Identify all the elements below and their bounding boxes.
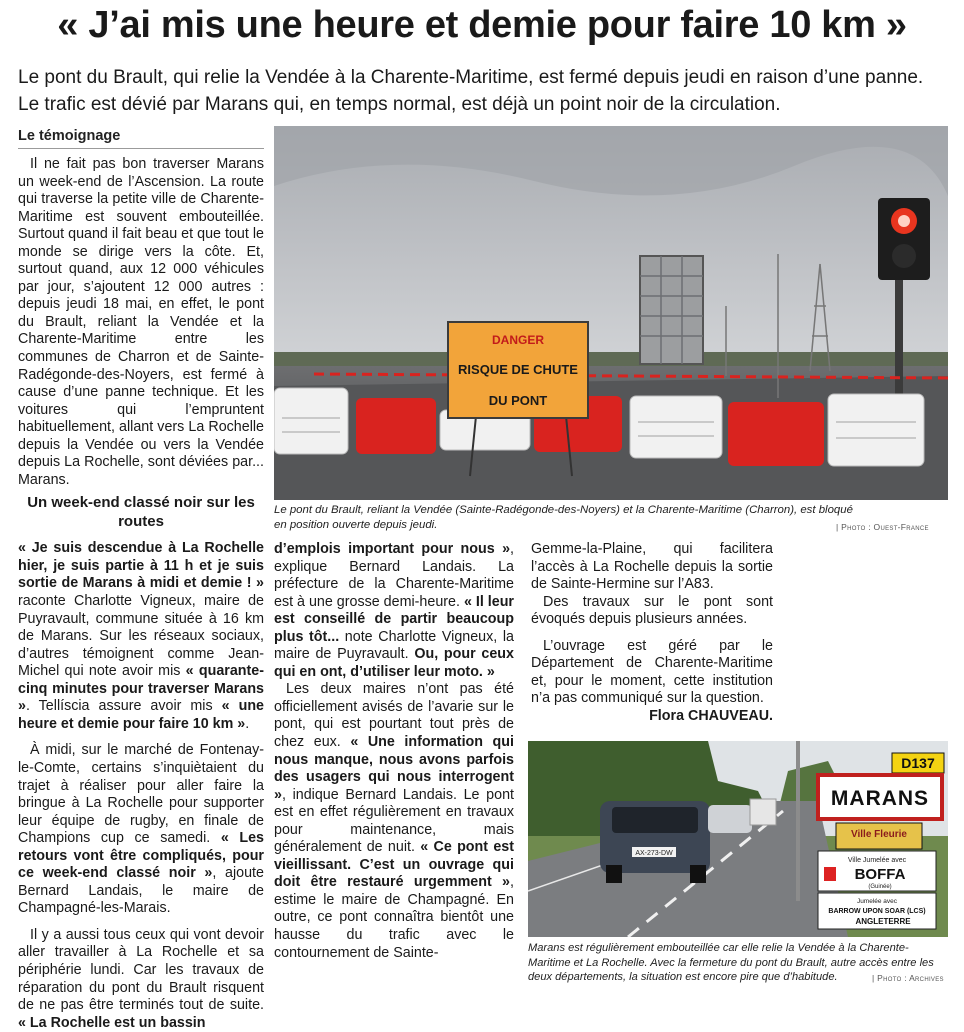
- paragraph: Des travaux sur le pont sont évoqués depuis plusieurs années.: [531, 593, 773, 628]
- photo-credit: | Photo : Archives: [872, 973, 944, 983]
- quote: « Je suis descendue à La Rochelle hier, je suis partie à 11 h et je suis sortie de Marans à midi et demie ! »: [18, 540, 264, 592]
- sign-bridge-text: DU PONT: [488, 393, 548, 408]
- headline: « J’ai mis une heure et demie pour faire 10 km »: [57, 4, 907, 46]
- sign-risk-text: RISQUE DE CHUTE: [458, 362, 578, 377]
- paragraph: [274, 541, 514, 681]
- quote: « Il leur est conseillé de partir beaucoup plus tôt...: [274, 593, 514, 645]
- text-run: . Tellíscia assure avoir mis: [25, 698, 222, 715]
- quote: Ou, pour ceux qui en ont, d’utiliser leur moto. »: [274, 646, 514, 680]
- town-sign-text: MARANS: [830, 787, 930, 810]
- quote: « une heure et demie pour faire 10 km »: [18, 698, 265, 732]
- paragraph: [18, 927, 264, 1032]
- twinned-label-text: Jumelée avec: [856, 898, 898, 905]
- text-run: raconte Charlotte Vigneux, maire de Puyravault, commune située à 16 km de Marans. Sur les réseaux sociaux, d’autres témoignent comme Jean-Michel qui note avoir mis: [18, 593, 264, 680]
- boffa-text: BOFFA: [854, 866, 906, 883]
- standfirst: Le pont du Brault, qui relie la Vendée à la Charente-Maritime, est fermé depuis jeudi en raison d’une panne. Le trafic est dévié par Marans qui, en temps normal, est déjà un point noir de la circulation.: [18, 67, 924, 115]
- ville-fleurie-text: Ville Fleurie: [851, 829, 907, 840]
- column-2: [274, 541, 514, 962]
- paragraph: [274, 681, 514, 962]
- quote: « Une information qui nous manque, nous avons parfois des usagers qui nous interrogent »: [274, 734, 514, 803]
- england-text: ANGLETERRE: [855, 917, 911, 926]
- bridge-photo: [274, 126, 948, 500]
- twinned-label-text: Ville Jumelée avec: [847, 857, 907, 864]
- paragraph: Il ne fait pas bon traverser Marans un week-end de l’Ascension. La route qui traverse la petite ville de Charente-Maritime est souvent embouteillée. Surtout quand il fait beau et que tout le monde se dirige vers la côte. Et, surtout quand, aux 12 000 véhicules par jour, s’ajoutent 12 000 autres : depuis jeudi 18 mai, en effet, le pont du Brault, reliant la Vendée et la Charente-Maritime entre les communes de Charron et de Sainte-Radégonde-des-Noyers, est fermé à cause d’une panne technique. Et les voitures qui l’empruntent habituellement, allant vers La Rochelle depuis la Vendée ou vers la Vendée depuis La Rochelle, sont déviées par... Marans.: [18, 156, 264, 488]
- text-run: .: [245, 715, 250, 732]
- quote: « Ce pont est vieillissant. C’est un ouvrage qui doit être restauré urgemment »: [274, 839, 514, 891]
- subheading: Un week-end classé noir sur les routes: [27, 494, 255, 531]
- paragraph: [18, 540, 264, 733]
- rubric-label: Le témoignage: [18, 128, 264, 149]
- paragraph: L’ouvrage est géré par le Département de Charente-Maritime et, pour le moment, cette institution n’a pas communiqué sur la question.: [531, 637, 773, 707]
- text-run: , explique Bernard Landais. La préfecture de la Charente-Maritime est à une grosse demi-heure.: [274, 541, 514, 610]
- paragraph: Gemme-la-Plaine, qui facilitera l’accès à La Rochelle depuis la sortie de Sainte-Hermine sur l’A83.: [531, 541, 773, 593]
- quote: « La Rochelle est un bassin: [18, 1014, 206, 1031]
- text-run: Il y a aussi tous ceux qui vont devoir aller travailler à La Rochelle et sa périphérie lundi. Car les travaux de réparation du pont du Brault risquent de ne pas être terminés tout de suite.: [18, 926, 264, 1014]
- paragraph: [18, 742, 264, 917]
- barrow-text: BARROW UPON SOAR (LCS): [828, 908, 926, 915]
- text-run: note Charlotte Vigneux, la maire de Puyravault.: [274, 628, 514, 663]
- photo-credit: | Photo : Ouest-France: [836, 522, 929, 532]
- column-1: [18, 156, 264, 1032]
- text-run: , indique Bernard Landais. Le pont est en effet régulièrement en travaux pour maintenance, mais généralement de nuit.: [274, 786, 514, 856]
- guinea-text: (Guinée): [868, 884, 892, 890]
- text-run: Les deux maires n’ont pas été officiellement avisés de l’avarie sur le pont, qui est pourtant tout près de chez eux.: [274, 681, 514, 751]
- quote: « quarante-cinq minutes pour traverser Marans »: [18, 663, 264, 715]
- text-run: À midi, sur le marché de Fontenay-le-Comte, certains s’inquiètaient du trajet à réaliser pour aller faire la bringue à La Rochelle pour supporter leur équipe de rugby, en finale de Champions cup ce samedi.: [18, 742, 264, 847]
- text-run: , estime le maire de Champagné. En outre, ce pont connaîtra bientôt une hausse du trafic avec le contournement de Sainte-: [274, 874, 514, 961]
- photo-caption: Le pont du Brault, reliant la Vendée (Sainte-Radégonde-des-Noyers) et la Charente-Maritime (Charron), est bloqué en position ouverte depuis jeudi.: [274, 504, 853, 532]
- text-run: , ajoute Bernard Landais, le maire de Champagné-les-Marais.: [18, 865, 264, 917]
- quote: « Les retours vont être compliqués, pour ce week-end classé noir »: [18, 830, 264, 882]
- road-number-text: D137: [901, 755, 935, 771]
- photo-caption: Marans est régulièrement embouteillée car elle relie la Vendée à la Charente-Maritime et La Rochelle. Avec la fermeture du pont du Brault, autre accès entre les deux départements, la situation est encore pire que d’habitude.: [528, 942, 934, 983]
- quote: d’emplois important pour nous »: [274, 541, 511, 557]
- marans-road-photo: [528, 741, 948, 937]
- column-3: [531, 541, 773, 725]
- author-signature: Flora CHAUVEAU.: [649, 707, 773, 724]
- license-plate-text: AX-273-DW: [635, 850, 673, 857]
- sign-danger-text: DANGER: [491, 333, 545, 347]
